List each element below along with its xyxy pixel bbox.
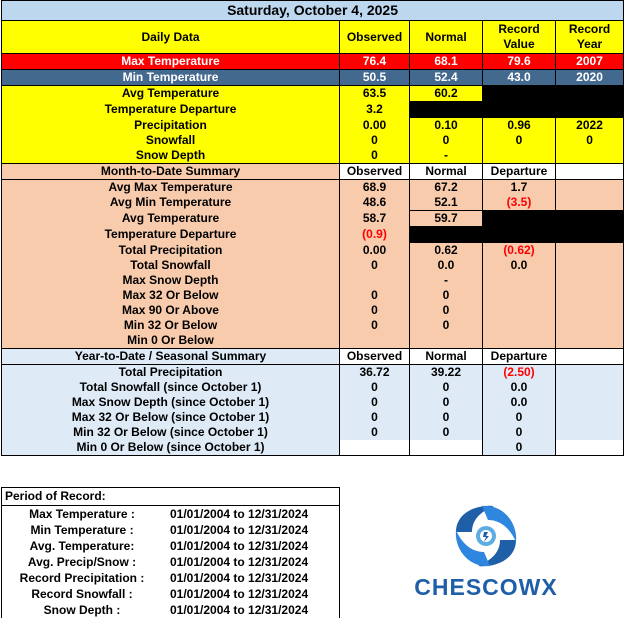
observed-value [340,333,410,349]
mtd-header-normal: Normal [410,164,483,180]
row-label: Max Snow Depth [2,273,340,288]
normal-value [410,440,483,456]
row-label: Total Precipitation [2,243,340,259]
row-label: Total Snowfall (since October 1) [2,380,340,395]
departure-value: 0 [483,425,556,440]
row-label: Min 32 Or Below (since October 1) [2,425,340,440]
observed-value: 0 [340,395,410,410]
observed-value: 0.00 [340,243,410,259]
departure-value: 0.0 [483,258,556,273]
daily-header-record-year-line2: Year [576,37,603,51]
por-range: 01/01/2004 to 12/31/2024 [170,603,309,617]
observed-value: 0 [340,288,410,303]
departure-value [483,303,556,318]
daily-row-precip [2,118,624,134]
observed-value: 50.5 [340,70,410,86]
ytd-row [2,365,624,381]
departure-value: 0 [483,410,556,425]
mtd-row [2,318,624,333]
ytd-header-empty [556,349,624,365]
mtd-row [2,288,624,303]
period-of-record-title: Period of Record: [2,488,339,506]
row-label: Temperature Departure [2,102,340,118]
departure-value [483,273,556,288]
ytd-row [2,395,624,410]
row-label: Total Snowfall [2,258,340,273]
row-label: Max Temperature [2,54,340,70]
mtd-row [2,258,624,273]
normal-value: 52.4 [410,70,483,86]
row-label: Max 90 Or Above [2,303,340,318]
record-year: 2022 [556,118,624,134]
empty-cell [556,243,624,259]
observed-value: (0.9) [340,227,410,243]
empty-cell [556,195,624,211]
climate-table [1,0,624,456]
record-value: 0 [483,133,556,148]
row-label: Total Precipitation [2,365,340,381]
record-blackout [483,86,624,118]
title-row [2,1,624,21]
daily-header-record-value [483,21,556,54]
observed-value: 0 [340,318,410,333]
empty-cell [556,303,624,318]
observed-value: 0 [340,410,410,425]
record-year [556,148,624,164]
climate-report [1,0,623,456]
row-label: Avg Temperature [2,211,340,227]
record-value: 0.96 [483,118,556,134]
observed-value: 0 [340,303,410,318]
ytd-header-observed: Observed [340,349,410,365]
por-label: Avg. Precip/Snow : [27,555,137,569]
observed-value: 0 [340,425,410,440]
por-range: 01/01/2004 to 12/31/2024 [170,587,309,601]
daily-header-observed: Observed [340,21,410,54]
observed-value: 0 [340,133,410,148]
record-value: 43.0 [483,70,556,86]
row-label: Max 32 Or Below (since October 1) [2,410,340,425]
normal-value: 0 [410,318,483,333]
normal-blackout [410,227,483,243]
departure-value: (3.5) [483,195,556,211]
empty-cell [556,395,624,410]
hurricane-icon [386,500,586,572]
mtd-row [2,211,624,227]
row-label: Max Snow Depth (since October 1) [2,395,340,410]
row-label: Avg Temperature [2,86,340,102]
empty-cell [556,273,624,288]
mtd-header-label: Month-to-Date Summary [2,164,340,180]
empty-cell [556,258,624,273]
por-range: 01/01/2004 to 12/31/2024 [170,523,309,537]
normal-value: 0 [410,425,483,440]
mtd-row [2,303,624,318]
mtd-row [2,195,624,211]
normal-value [410,333,483,349]
empty-cell [556,440,624,456]
normal-value: 68.1 [410,54,483,70]
mtd-header-departure: Departure [483,164,556,180]
ytd-row [2,440,624,456]
por-label: Record Snowfall : [31,587,133,601]
departure-value: (0.62) [483,243,556,259]
ytd-row [2,410,624,425]
mtd-header-observed: Observed [340,164,410,180]
ytd-row [2,380,624,395]
departure-value: 0 [483,440,556,456]
departure-value: 0.0 [483,380,556,395]
mtd-header-empty [556,164,624,180]
normal-value: 52.1 [410,195,483,211]
daily-header-label: Daily Data [2,21,340,54]
normal-value: 0 [410,288,483,303]
mtd-row [2,273,624,288]
normal-value: 0.0 [410,258,483,273]
normal-value: 0 [410,395,483,410]
daily-header-record-value-line1: Record [498,22,540,36]
daily-row-snow-depth [2,148,624,164]
ytd-header-row [2,349,624,365]
row-label: Max 32 Or Below [2,288,340,303]
empty-cell [556,318,624,333]
row-label: Temperature Departure [2,227,340,243]
normal-value: 39.22 [410,365,483,381]
row-label: Min 32 Or Below [2,318,340,333]
normal-value: 0 [410,303,483,318]
por-range: 01/01/2004 to 12/31/2024 [170,539,309,553]
daily-row-max-temp [2,54,624,70]
por-range: 01/01/2004 to 12/31/2024 [170,507,309,521]
period-of-record-box [1,487,340,618]
por-label: Snow Depth : [43,603,121,617]
empty-cell [556,288,624,303]
normal-value: 0.10 [410,118,483,134]
departure-value: 1.7 [483,180,556,196]
observed-value [340,273,410,288]
departure-blackout [483,211,624,243]
ytd-header-normal: Normal [410,349,483,365]
row-label: Snow Depth [2,148,340,164]
page-title: Saturday, October 4, 2025 [2,1,624,21]
empty-cell [556,380,624,395]
por-range: 01/01/2004 to 12/31/2024 [170,571,309,585]
record-year: 0 [556,133,624,148]
por-label: Record Precipitation : [19,571,145,585]
observed-value: 48.6 [340,195,410,211]
observed-value: 76.4 [340,54,410,70]
daily-row-min-temp [2,70,624,86]
row-label: Precipitation [2,118,340,134]
normal-value: 0.62 [410,243,483,259]
daily-row-avg-temp [2,86,624,102]
record-value: 79.6 [483,54,556,70]
normal-value: - [410,148,483,164]
departure-value: 0.0 [483,395,556,410]
observed-value: 36.72 [340,365,410,381]
por-label: Max Temperature : [29,507,135,521]
observed-value: 0 [340,380,410,395]
record-year: 2007 [556,54,624,70]
observed-value: 63.5 [340,86,410,102]
daily-header-record-value-line2: Value [503,37,535,51]
departure-value [483,288,556,303]
empty-cell [556,425,624,440]
daily-header-record-year-line1: Record [568,22,611,36]
observed-value: 3.2 [340,102,410,118]
por-label: Avg. Temperature: [29,539,135,553]
daily-header-row [2,21,624,54]
empty-cell [556,365,624,381]
observed-value: 0 [340,148,410,164]
empty-cell [556,410,624,425]
por-label: Min Temperature : [30,523,134,537]
departure-value: (2.50) [483,365,556,381]
normal-blackout [410,102,483,118]
chescowx-logo [386,500,586,600]
row-label: Min Temperature [2,70,340,86]
empty-cell [556,180,624,196]
mtd-row [2,243,624,259]
departure-value [483,333,556,349]
daily-header-record-year [556,21,624,54]
normal-value: 59.7 [410,211,483,227]
normal-value: 60.2 [410,86,483,102]
departure-value [483,318,556,333]
normal-value: 0 [410,410,483,425]
mtd-header-row [2,164,624,180]
ytd-header-departure: Departure [483,349,556,365]
logo-text: CHESCOWX [414,574,558,600]
row-label: Avg Max Temperature [2,180,340,196]
por-range: 01/01/2004 to 12/31/2024 [170,555,309,569]
normal-value: 67.2 [410,180,483,196]
observed-value: 0.00 [340,118,410,134]
ytd-row [2,425,624,440]
daily-header-normal: Normal [410,21,483,54]
normal-value: 0 [410,133,483,148]
normal-value: 0 [410,380,483,395]
ytd-header-label: Year-to-Date / Seasonal Summary [2,349,340,365]
record-value [483,148,556,164]
row-label: Min 0 Or Below [2,333,340,349]
empty-cell [556,333,624,349]
row-label: Avg Min Temperature [2,195,340,211]
mtd-row [2,333,624,349]
observed-value: 58.7 [340,211,410,227]
normal-value: - [410,273,483,288]
mtd-row [2,180,624,196]
row-label: Snowfall [2,133,340,148]
record-year: 2020 [556,70,624,86]
row-label: Min 0 Or Below (since October 1) [2,440,340,456]
observed-value: 68.9 [340,180,410,196]
observed-value [340,440,410,456]
observed-value: 0 [340,258,410,273]
daily-row-snowfall [2,133,624,148]
